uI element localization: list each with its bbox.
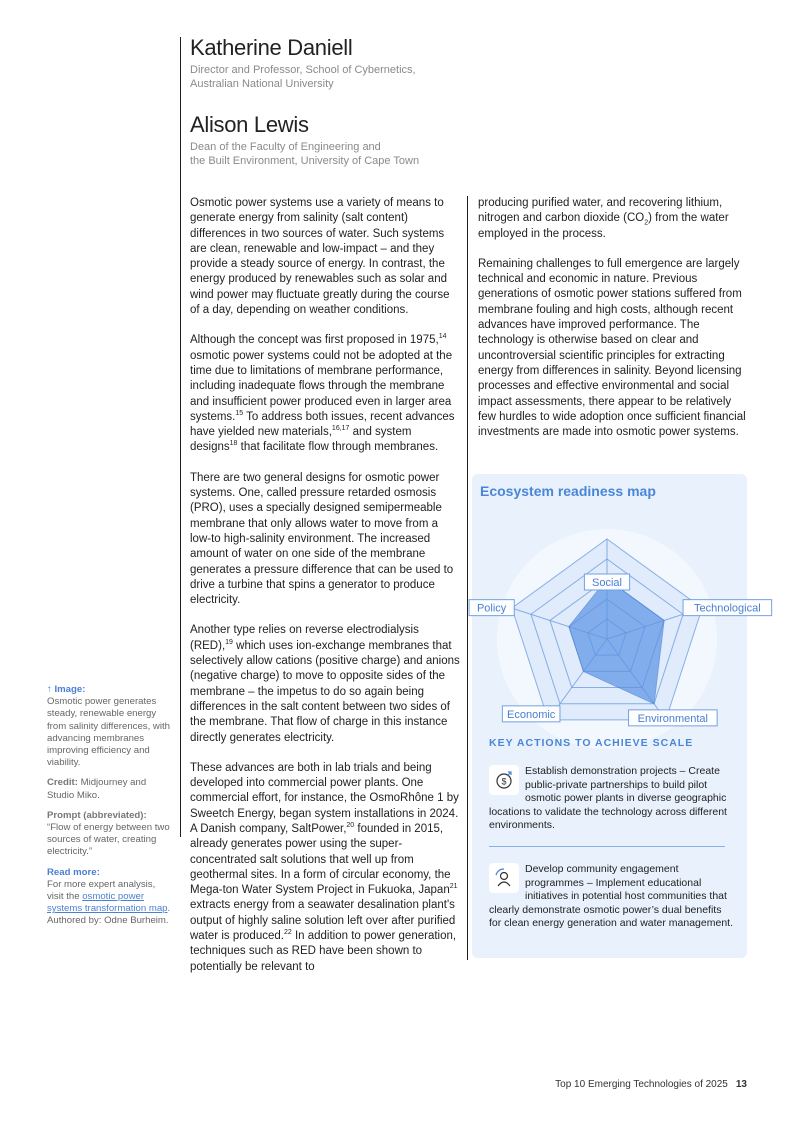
paragraph: There are two general designs for osmotic power systems. One, called pressure retarded osmosis (PRO), uses a specially designed semipermeable membrane that only allows water to move from a low-to high-salinity environment. The increased amount of water on one side of the membrane generates a pressure difference that can be used to drive a turbine that spins a generator to produce electricity. bbox=[190, 471, 454, 607]
paragraph: These advances are both in lab trials and being developed into commercial power plants. One commercial effort, for instance, the OsmoRhône 1 by Sweetch Energy, began system installations in 2024. A Danish company, SaltPower,$^{20}$ founded in 2015, already generates power using the super-concentrated salt solutions that well up from geothermal sites. In a form of circular economy, the Mega-ton Water System Project in Fukuoka, Japan$^{21}$ extracts energy from a seawater desalination plant's output of highly saline solution left over after purified water is produced.$^{22}$ In addition to power generation, techniques such as RED have been shown to potentially be relevant to bbox=[190, 761, 459, 973]
author-role bbox=[190, 63, 416, 91]
radar-chart bbox=[472, 504, 761, 744]
page-footer bbox=[555, 1079, 747, 1090]
panel-title: Ecosystem readiness map bbox=[480, 483, 656, 499]
radar-axis-label: Social bbox=[592, 577, 622, 589]
action-community-engagement bbox=[489, 863, 734, 931]
radar-axis-label: Policy bbox=[476, 602, 507, 615]
community-icon bbox=[489, 863, 519, 893]
action-text: Implement educational initiatives in potential host communities that clearly demonstrate osmotic power’s dual benefits for clean energy generation and water management. bbox=[489, 876, 733, 929]
author-name: Katherine Daniell bbox=[190, 35, 353, 60]
author-katherine-daniell bbox=[190, 35, 416, 91]
action-heading: Develop community engagement programmes – bbox=[525, 863, 679, 889]
svg-text:$: $ bbox=[501, 776, 507, 787]
paragraph: Osmotic power systems use a variety of means to generate energy from salinity (salt content) differences in two sources of water. Such systems are clean, renewable and low-impact – and they provide a steady source of energy. In contrast, the energy produced by renewables such as solar and wind power may fluctuate greatly during the course of a day, depending on weather conditions. bbox=[190, 197, 450, 317]
author-role-line: the Built Environment, University of Cape Town bbox=[190, 155, 420, 167]
left-rule-top bbox=[180, 37, 181, 837]
author-role-line: Director and Professor, School of Cybernetics, bbox=[190, 64, 416, 76]
read-more bbox=[47, 867, 172, 928]
left-column bbox=[190, 196, 460, 990]
middle-rule bbox=[467, 196, 468, 960]
credit bbox=[47, 777, 172, 801]
author-role bbox=[190, 140, 419, 168]
footer-title: Top 10 Emerging Technologies of 2025 bbox=[555, 1079, 728, 1090]
radar-axis-label: Environmental bbox=[637, 712, 709, 725]
image-caption bbox=[47, 684, 172, 769]
key-actions-title: KEY ACTIONS TO ACHIEVE SCALE bbox=[489, 737, 694, 749]
coin-icon bbox=[489, 765, 519, 795]
author-name: Alison Lewis bbox=[190, 112, 309, 137]
prompt bbox=[47, 810, 172, 859]
author-role-line: Australian National University bbox=[190, 78, 334, 90]
action-text: Create public-private partnerships to build pilot osmotic power plants in diverse geographic locations to validate the technology across different environments. bbox=[489, 765, 727, 831]
action-heading: Establish demonstration projects – bbox=[525, 765, 686, 777]
radar-axis-label: Economic bbox=[507, 708, 556, 721]
action-demonstration-projects bbox=[489, 765, 734, 833]
caption-text: Osmotic power generates steady, renewable energy from salinity differences, with advancing membranes improving efficiency and viability. bbox=[47, 696, 170, 769]
credit-text: Midjourney and Studio Miko. bbox=[47, 777, 147, 801]
paragraph: Although the concept was first proposed in 1975,14 osmotic power systems could not be adopted at the time due to limitations of membrane performance, including inadequate flows through the membrane and insufficient power produced even in larger area systems.$^{15}$ To address both issues, recent advances have yielded new materials,$^{16,17}$ and system designs$^{18}$ that facilitate flow through membranes. bbox=[190, 333, 455, 454]
page-number: 13 bbox=[735, 1079, 747, 1090]
right-column bbox=[478, 196, 746, 455]
image-caption-sidebar bbox=[47, 684, 172, 936]
caption-heading: ↑ Image: bbox=[47, 684, 86, 695]
read-more-text: . Authored by: Odne Burheim. bbox=[47, 903, 171, 927]
paragraph: producing purified water, and recovering lithium, nitrogen and carbon dioxide $(CO_2)$ from the water employed in the process. bbox=[478, 197, 729, 240]
prompt-heading: Prompt (abbreviated): bbox=[47, 809, 147, 821]
paragraph: Another type relies on reverse electrodialysis (RED),$^{19}$ which uses ion-exchange membranes that selectively allow cations (positive charge) and anions (negative charge) to move to opposite sides of the membrane – the impetus to do so again being differences in the salt content between two sides of the membrane. That flow of charge in this instance directly generates electricity. bbox=[190, 624, 460, 744]
paragraph: Remaining challenges to full emergence are largely technical and economic in nature. Previous generations of osmotic power stations suffered from membrane fouling and high costs, although recent advances have improved performance. The technology is otherwise based on clear and uncontroversial scientific principles for extracting energy from differences in salinity. Beyond licensing processes and effective environmental and social impact assessments, there appear to be relatively few hurdles to wide adoption once sufficient financial investments are made into osmotic power systems. bbox=[478, 257, 746, 439]
author-alison-lewis bbox=[190, 112, 419, 168]
divider bbox=[489, 846, 725, 847]
read-more-heading: Read more: bbox=[47, 866, 100, 878]
radar-axis-label: Technological bbox=[694, 602, 761, 615]
credit-heading: Credit: bbox=[47, 777, 78, 789]
transformation-map-link[interactable]: osmotic power systems transformation map bbox=[47, 891, 168, 915]
ecosystem-readiness-panel bbox=[472, 474, 761, 958]
prompt-text: “Flow of energy between two sources of water, creating electricity.” bbox=[47, 822, 170, 858]
read-more-text: For more expert analysis, visit the bbox=[47, 878, 156, 903]
author-role-line: Dean of the Faculty of Engineering and bbox=[190, 141, 381, 153]
